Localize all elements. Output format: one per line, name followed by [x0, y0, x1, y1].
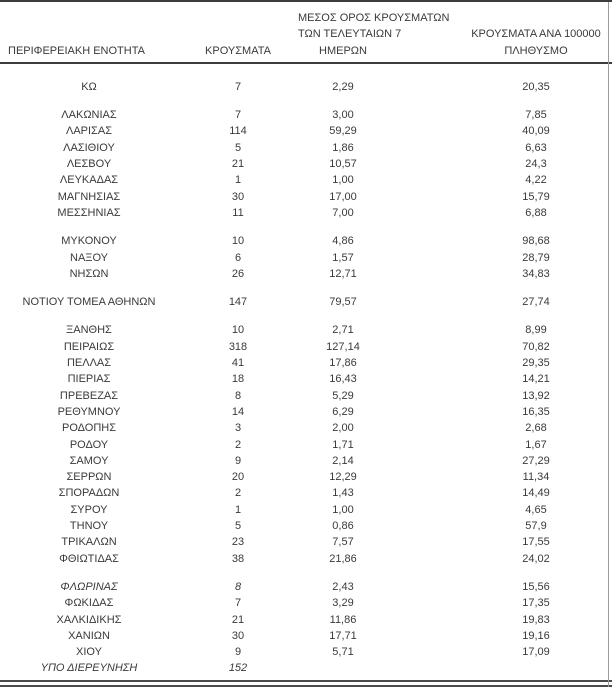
- avg7-cell: 21,86: [329, 552, 357, 565]
- avg7-cell: 2,14: [332, 454, 354, 467]
- region-cell: ΥΠΟ ΔΙΕΡΕΥΝΗΣΗ: [40, 662, 138, 675]
- avg7-cell: 2,43: [332, 580, 354, 593]
- per100k-cell: 29,35: [522, 357, 550, 370]
- per100k-cell: 27,74: [522, 296, 550, 309]
- avg7-cell: 1,43: [332, 487, 354, 500]
- table-row: [0, 518, 612, 534]
- cases-cell: 10: [231, 324, 245, 337]
- avg7-cell: 6,29: [332, 405, 354, 418]
- region-cell: ΤΗΝΟΥ: [69, 520, 109, 533]
- avg7-cell: 1,00: [332, 503, 354, 516]
- cases-cell: 6: [234, 251, 242, 264]
- table-row: [0, 250, 612, 266]
- region-cell: ΧΙΟΥ: [76, 646, 102, 659]
- avg7-cell: 5,71: [332, 646, 354, 659]
- table-row: [0, 233, 612, 249]
- header-avg7-line2: ΤΩΝ ΤΕΛΕΥΤΑΙΩΝ 7: [298, 28, 402, 41]
- table-row: [0, 420, 612, 436]
- avg7-cell: 1,57: [332, 251, 354, 264]
- region-cell: ΜΕΣΣΗΝΙΑΣ: [57, 206, 121, 219]
- avg7-cell: 17,86: [329, 357, 357, 370]
- header-avg7-line1: ΜΕΣΟΣ ΟΡΟΣ ΚΡΟΥΣΜΑΤΩΝ: [298, 12, 450, 24]
- avg7-cell: 2,29: [332, 80, 354, 93]
- bottom-double-rule: [0, 680, 612, 687]
- per100k-cell: 28,79: [522, 251, 550, 264]
- per100k-cell: 15,56: [522, 580, 550, 593]
- per100k-cell: 57,9: [525, 520, 547, 533]
- per100k-cell: 19,16: [522, 629, 550, 642]
- avg7-cell: 0,86: [332, 520, 354, 533]
- avg7-cell: 10,57: [329, 158, 357, 171]
- table-body: [0, 64, 612, 677]
- region-cell: ΛΕΣΒΟΥ: [66, 158, 112, 171]
- per100k-cell: 19,83: [522, 613, 550, 626]
- region-cell: ΤΡΙΚΑΛΩΝ: [61, 536, 117, 549]
- table-row: [0, 156, 612, 172]
- cases-cell: 38: [231, 552, 245, 565]
- cases-cell: 5: [234, 141, 242, 154]
- region-cell: ΞΑΝΘΗΣ: [66, 324, 112, 337]
- cases-cell: 7: [234, 80, 242, 93]
- table-row: [0, 404, 612, 420]
- table-right-border: [608, 2, 609, 687]
- region-cell: ΣΑΜΟΥ: [69, 454, 109, 467]
- per100k-cell: 4,65: [525, 503, 547, 516]
- per100k-cell: 16,35: [522, 405, 550, 418]
- region-cell: ΣΠΟΡΑΔΩΝ: [58, 487, 120, 500]
- per100k-cell: 27,29: [522, 454, 550, 467]
- table-row: [0, 534, 612, 550]
- avg7-cell: 7,57: [332, 536, 354, 549]
- per100k-cell: 1,67: [525, 438, 547, 451]
- per100k-cell: 17,55: [522, 536, 550, 549]
- table-row: [0, 502, 612, 518]
- avg7-cell: [298, 660, 388, 676]
- avg7-cell: 127,14: [326, 340, 360, 353]
- per100k-cell: 11,34: [522, 471, 550, 484]
- avg7-cell: 59,29: [329, 125, 357, 138]
- region-cell: ΦΛΩΡΙΝΑΣ: [60, 580, 118, 593]
- region-cell: ΠΡΕΒΕΖΑΣ: [59, 389, 119, 402]
- per100k-cell: 6,88: [525, 206, 547, 219]
- region-cell: ΡΟΔΟΠΗΣ: [61, 422, 117, 435]
- table-row: [0, 172, 612, 188]
- table-row: [0, 355, 612, 371]
- region-cell: ΛΕΥΚΑΔΑΣ: [59, 174, 119, 187]
- header-region: [0, 43, 178, 59]
- table-row: [0, 644, 612, 660]
- region-cell: ΠΕΙΡΑΙΩΣ: [63, 340, 115, 353]
- per100k-cell: 24,3: [525, 158, 547, 171]
- per100k-cell: [388, 660, 612, 676]
- per100k-cell: 24,02: [522, 552, 550, 565]
- cases-cell: 114: [229, 125, 247, 138]
- cases-cell: 318: [228, 340, 248, 353]
- per100k-cell: 2,68: [525, 422, 547, 435]
- region-cell: ΝΑΞΟΥ: [70, 251, 108, 264]
- per100k-cell: 20,35: [522, 80, 550, 93]
- table-row: [0, 107, 612, 123]
- avg7-cell: 2,71: [332, 324, 354, 337]
- avg7-cell: 12,71: [329, 267, 357, 280]
- table-row: [0, 579, 612, 595]
- table-row: [0, 437, 612, 453]
- region-cell: ΡΟΔΟΥ: [69, 438, 109, 451]
- avg7-cell: 4,86: [332, 235, 354, 248]
- table-row: [0, 612, 612, 628]
- avg7-cell: 16,43: [329, 373, 357, 386]
- table-row: [0, 294, 612, 310]
- per100k-cell: 14,21: [522, 373, 550, 386]
- cases-cell: 8: [234, 580, 242, 593]
- table-row: [0, 485, 612, 501]
- region-cell: ΦΘΙΩΤΙΔΑΣ: [59, 552, 119, 565]
- per100k-cell: 40,09: [522, 125, 550, 138]
- cases-cell: 3: [234, 422, 242, 435]
- region-cell: ΜΥΚΟΝΟΥ: [61, 235, 117, 248]
- per100k-cell: 70,82: [522, 340, 550, 353]
- cases-cell: 7: [234, 597, 242, 610]
- per100k-cell: 15,79: [522, 190, 550, 203]
- header-region-label: ΠΕΡΙΦΕΡΕΙΑΚΗ ΕΝΟΤΗΤΑ: [8, 44, 145, 57]
- cases-cell: 9: [234, 646, 242, 659]
- table-row: [0, 371, 612, 387]
- region-cell: ΛΑΣΙΘΙΟΥ: [63, 141, 115, 154]
- avg7-cell: 79,57: [329, 296, 357, 309]
- avg7-cell: 11,86: [329, 613, 357, 626]
- table-row: [0, 453, 612, 469]
- table-row: [0, 628, 612, 644]
- avg7-cell: 17,00: [329, 190, 357, 203]
- region-cell: ΝΗΣΩΝ: [69, 267, 109, 280]
- avg7-cell: 5,29: [332, 389, 354, 402]
- table-header: [0, 0, 612, 64]
- per100k-cell: 6,63: [525, 141, 547, 154]
- cases-cell: 11: [232, 206, 244, 219]
- region-cell: ΠΕΛΛΑΣ: [66, 357, 112, 370]
- cases-cell: 147: [228, 296, 248, 309]
- per100k-cell: 13,92: [522, 389, 550, 402]
- table-row: [0, 123, 612, 139]
- region-cell: ΚΩ: [81, 80, 97, 93]
- cases-cell: 5: [234, 520, 242, 533]
- per100k-cell: 34,83: [522, 267, 550, 280]
- per100k-cell: 98,68: [522, 235, 550, 248]
- header-avg7: [298, 10, 450, 59]
- region-cell: ΣΥΡΟΥ: [70, 503, 108, 516]
- per100k-cell: 4,22: [525, 174, 547, 187]
- per100k-cell: 17,09: [522, 646, 550, 659]
- cases-cell: 30: [231, 629, 245, 642]
- per100k-cell: 14,49: [522, 487, 550, 500]
- table-row: [0, 79, 612, 95]
- region-cell: ΡΕΘΥΜΝΟΥ: [57, 405, 121, 418]
- avg7-cell: 1,86: [332, 141, 354, 154]
- avg7-cell: 12,29: [329, 471, 357, 484]
- header-cases: [178, 43, 298, 59]
- avg7-cell: 3,29: [332, 597, 354, 610]
- header-per100k-line2: ΠΛΗΘΥΣΜΟ: [504, 44, 568, 57]
- cases-cell: 1: [234, 503, 242, 516]
- header-avg7-line3: ΗΜΕΡΩΝ: [319, 44, 367, 57]
- cases-cell: 7: [234, 109, 242, 122]
- region-cell: ΛΑΚΩΝΙΑΣ: [61, 109, 117, 122]
- avg7-cell: 7,00: [332, 206, 354, 219]
- cases-cell: 9: [234, 454, 242, 467]
- cases-cell: 20: [231, 471, 245, 484]
- cases-cell: 10: [231, 235, 245, 248]
- table-row: [0, 339, 612, 355]
- region-cell: ΝΟΤΙΟΥ ΤΟΜΕΑ ΑΘΗΝΩΝ: [22, 296, 156, 309]
- region-cell: ΜΑΓΝΗΣΙΑΣ: [57, 190, 121, 203]
- cases-cell: 21: [231, 158, 245, 171]
- table-row: [0, 660, 612, 676]
- cases-cell: 23: [231, 536, 245, 549]
- avg7-cell: 1,71: [332, 438, 354, 451]
- cases-cell: 14: [231, 405, 245, 418]
- table-row: [0, 469, 612, 485]
- avg7-cell: 17,71: [329, 629, 357, 642]
- cases-cell: 1: [234, 174, 242, 187]
- table-row: [0, 140, 612, 156]
- region-cell: ΦΩΚΙΔΑΣ: [64, 597, 114, 610]
- table-row: [0, 551, 612, 567]
- region-cell: ΧΑΝΙΩΝ: [68, 629, 110, 642]
- avg7-cell: 1,00: [332, 174, 354, 187]
- cases-cell: 26: [231, 267, 245, 280]
- cases-cell: 2: [234, 438, 242, 451]
- region-cell: ΠΙΕΡΙΑΣ: [67, 373, 111, 386]
- per100k-cell: 8,99: [525, 324, 547, 337]
- table-row: [0, 322, 612, 338]
- cases-cell: 8: [234, 389, 242, 402]
- cases-cell: 18: [231, 373, 245, 386]
- table-row: [0, 388, 612, 404]
- header-cases-label: ΚΡΟΥΣΜΑΤΑ: [205, 44, 271, 57]
- header-per100k: [388, 26, 612, 59]
- table-row: [0, 266, 612, 282]
- table-row: [0, 595, 612, 611]
- cases-cell: 21: [231, 613, 245, 626]
- region-cell: ΧΑΛΚΙΔΙΚΗΣ: [56, 613, 122, 626]
- header-per100k-line1: ΚΡΟΥΣΜΑΤΑ ΑΝΑ 100000: [471, 28, 601, 41]
- per100k-cell: 17,35: [522, 597, 550, 610]
- avg7-cell: 2,00: [332, 422, 354, 435]
- region-cell: ΣΕΡΡΩΝ: [66, 471, 112, 484]
- cases-cell: 2: [234, 487, 242, 500]
- per100k-cell: 7,85: [525, 109, 547, 122]
- table-row: [0, 205, 612, 221]
- cases-cell: 30: [231, 190, 245, 203]
- table-row: [0, 189, 612, 205]
- cases-cell: 41: [231, 357, 245, 370]
- region-cell: ΛΑΡΙΣΑΣ: [65, 125, 112, 138]
- avg7-cell: 3,00: [332, 109, 354, 122]
- cases-cell: 152: [228, 662, 248, 675]
